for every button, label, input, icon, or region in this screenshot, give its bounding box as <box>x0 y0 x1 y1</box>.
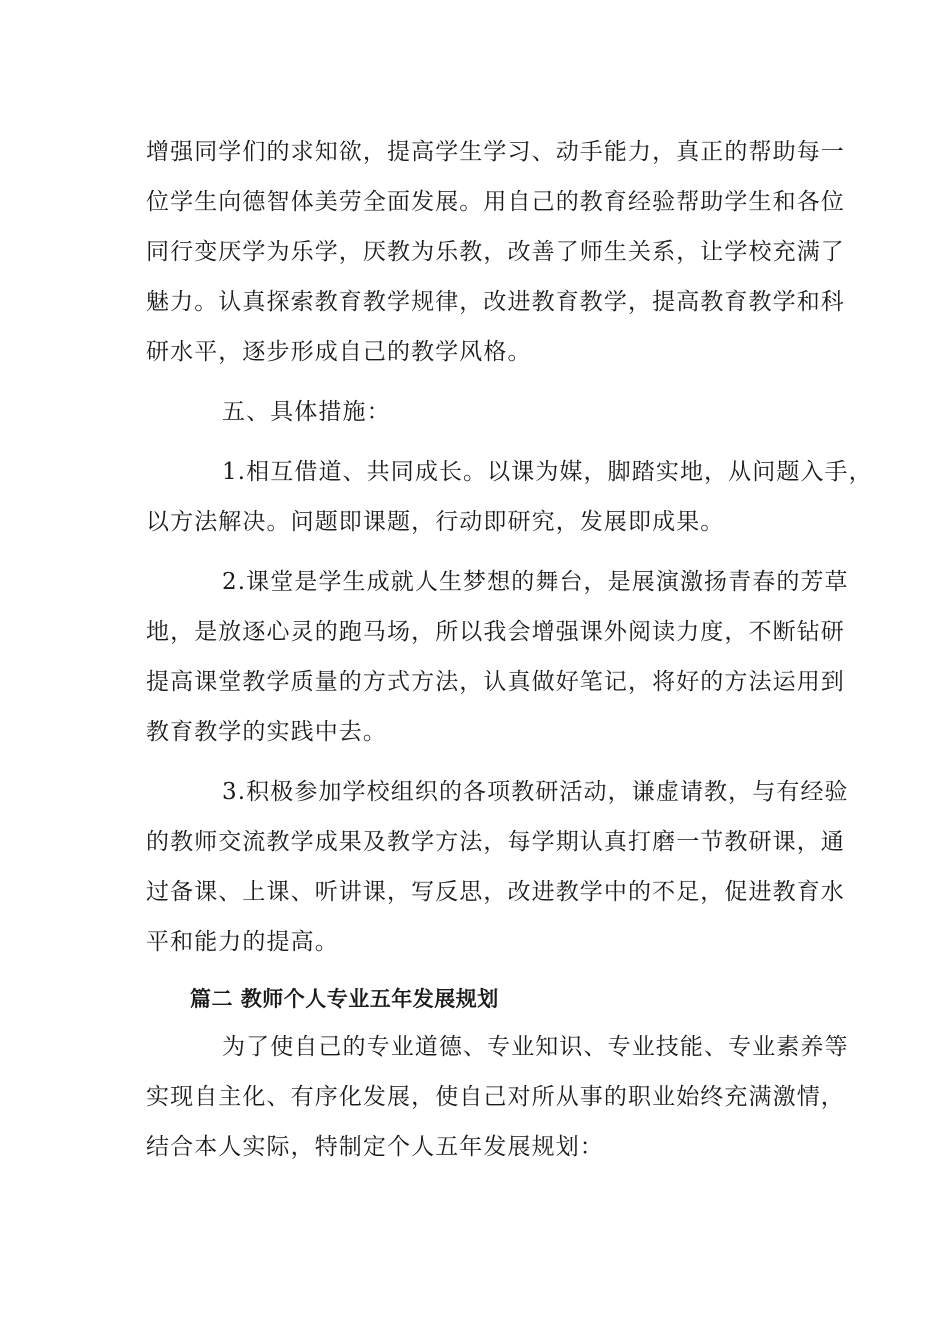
paragraph-line: 增强同学们的求知欲，提高学生学习、动手能力，真正的帮助每一 <box>146 139 845 165</box>
measure-item-2-line: 提高课堂教学质量的方式方法，认真做好笔记，将好的方法运用到 <box>146 669 845 695</box>
measure-item-2-line: 地，是放逐心灵的跑马场，所以我会增强课外阅读力度，不断钻研 <box>146 619 845 645</box>
paragraph-line: 魅力。认真探索教育教学规律，改进教育教学，提高教育教学和科 <box>146 289 845 315</box>
intro-line: 实现自主化、有序化发展，使自己对所从事的职业始终充满激情， <box>146 1084 845 1110</box>
intro-line: 结合本人实际，特制定个人五年发展规划： <box>146 1134 604 1160</box>
paragraph-line: 位学生向德智体美劳全面发展。用自己的教育经验帮助学生和各位 <box>146 189 845 215</box>
paragraph-line: 研水平，逐步形成自己的教学风格。 <box>146 339 532 365</box>
measure-item-3-line: 平和能力的提高。 <box>146 929 339 955</box>
measure-item-3-line: 过备课、上课、听讲课，写反思，改进教学中的不足，促进教育水 <box>146 879 845 905</box>
paragraph-line: 同行变厌学为乐学，厌教为乐教，改善了师生关系，让学校充满了 <box>146 239 845 265</box>
measure-item-1-line: 1.相互借道、共同成长。以课为媒，脚踏实地，从问题入手， <box>222 459 873 485</box>
measure-item-2-line: 教育教学的实践中去。 <box>146 719 387 745</box>
intro-line: 为了使自己的专业道德、专业知识、专业技能、专业素养等 <box>222 1034 849 1060</box>
measure-item-1-line: 以方法解决。问题即课题，行动即研究，发展即成果。 <box>146 509 725 535</box>
measure-item-3-line: 的教师交流教学成果及教学方法，每学期认真打磨一节教研课，通 <box>146 829 845 855</box>
measure-item-3-line: 3.积极参加学校组织的各项教研活动，谦虚请教，与有经验 <box>222 779 849 805</box>
measure-item-2-line: 2.课堂是学生成就人生梦想的舞台，是展演激扬青春的芳草 <box>222 569 849 595</box>
section-heading: 五、具体措施： <box>222 399 391 425</box>
part-two-title: 篇二 教师个人专业五年发展规划 <box>190 987 499 1011</box>
